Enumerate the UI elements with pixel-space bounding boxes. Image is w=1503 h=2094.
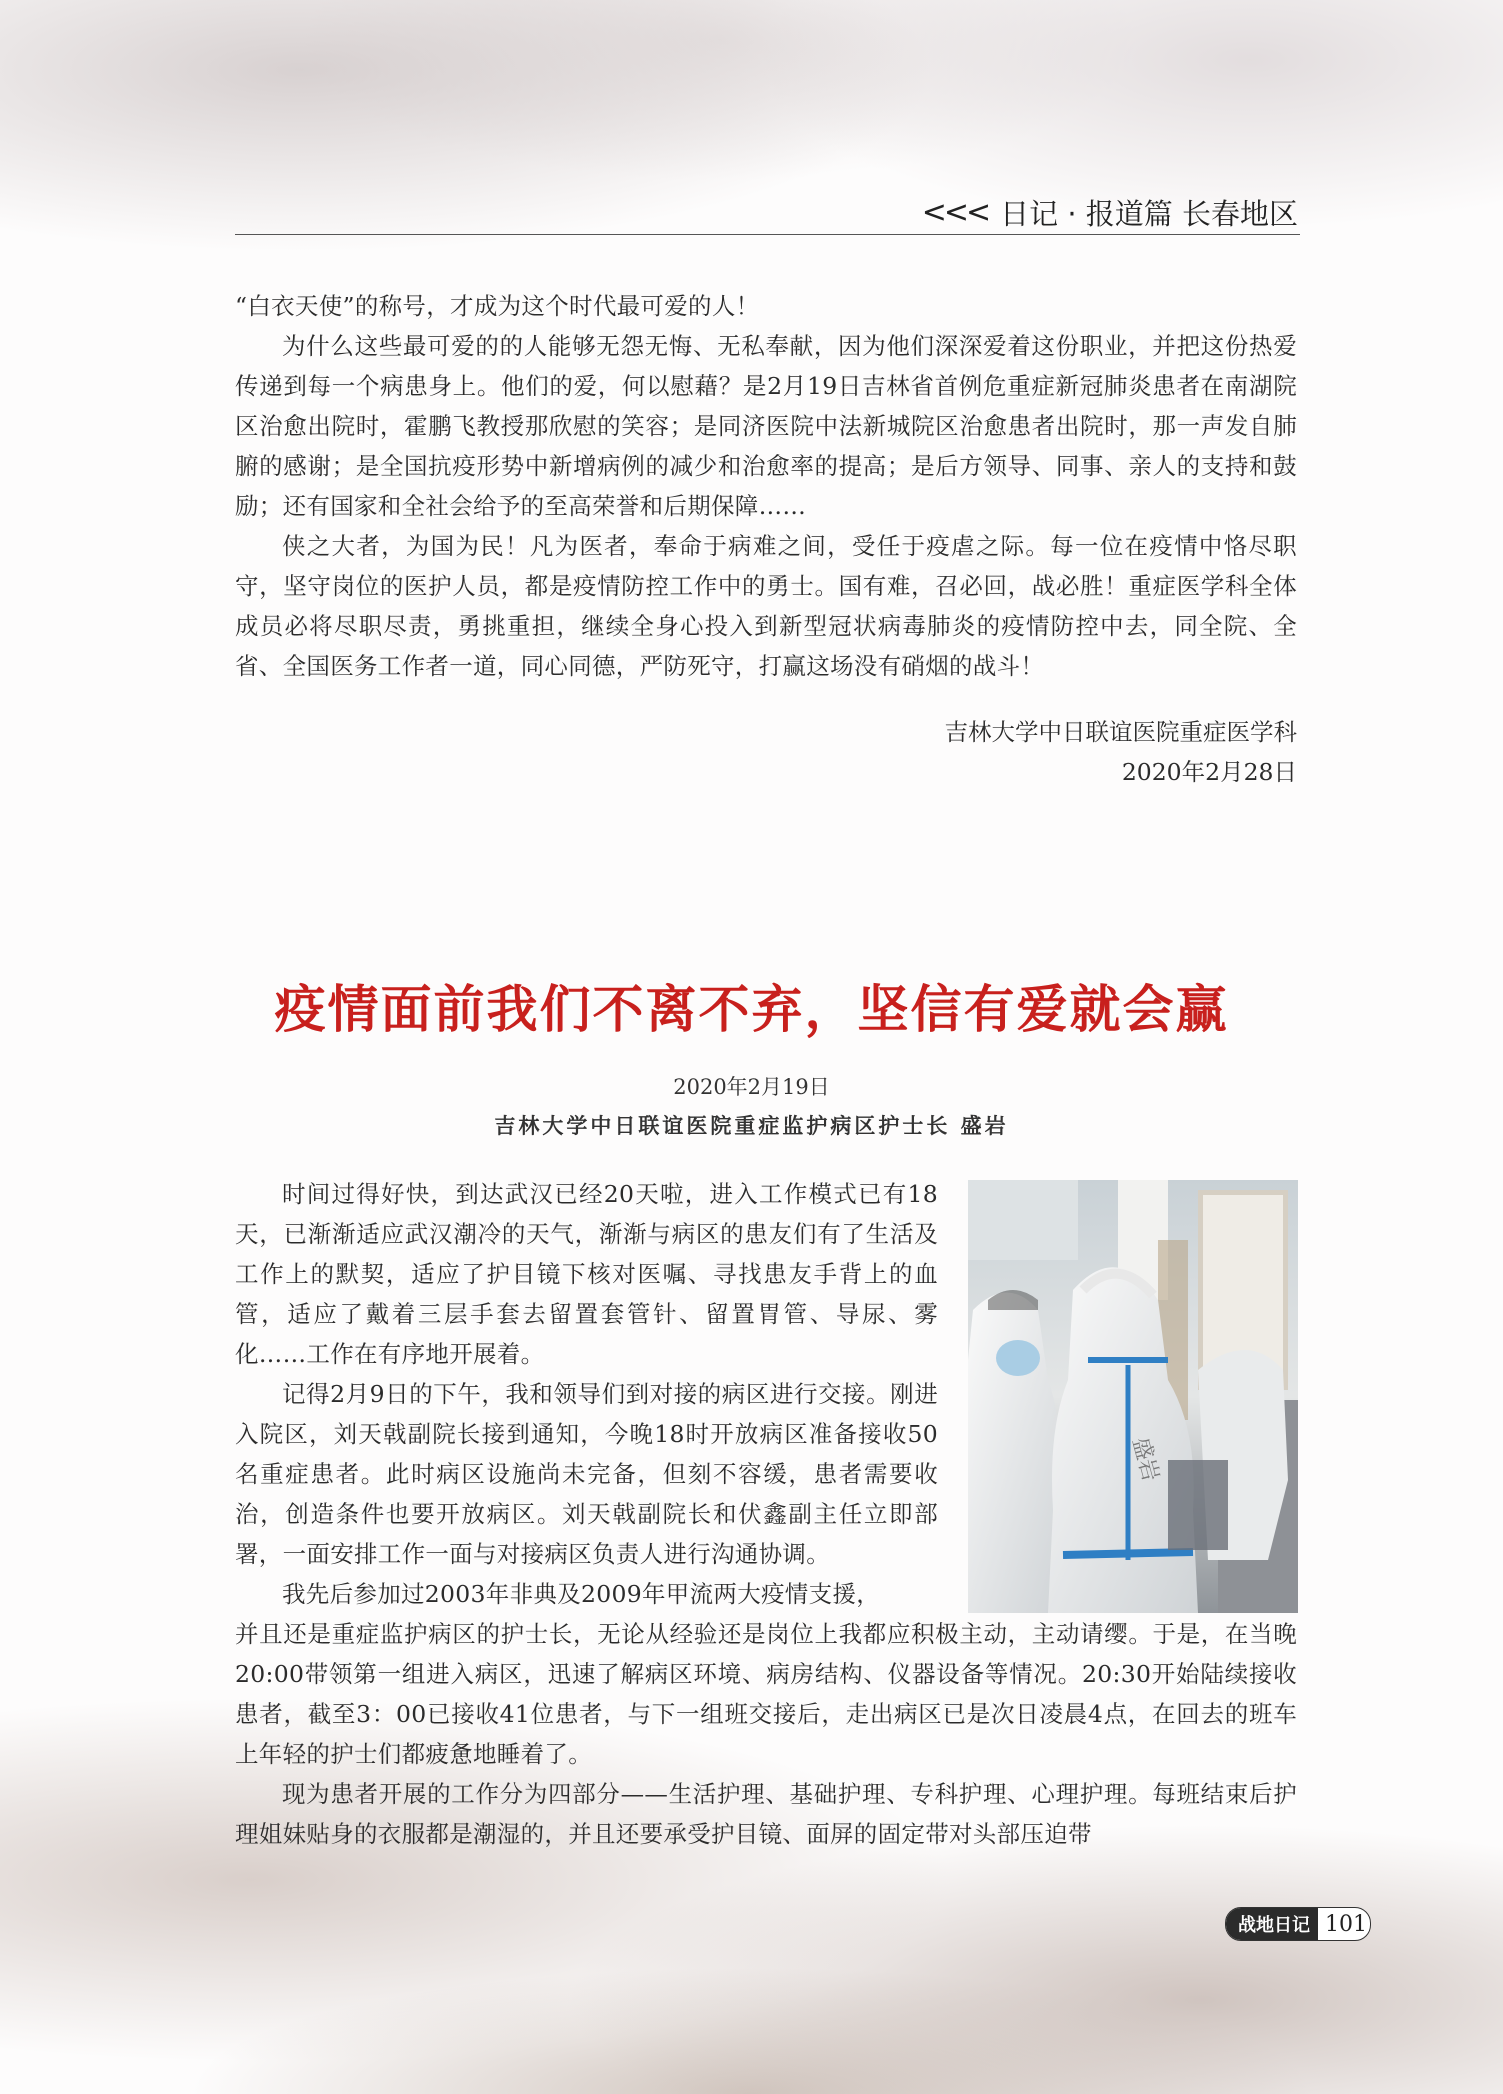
chevron-left-icon: <: [921, 194, 947, 230]
article-title: 疫情面前我们不离不弃，坚信有爱就会赢: [274, 980, 1229, 1040]
page-header: [235, 190, 1300, 235]
section-title: 日记 · 报道篇 长春地区: [1000, 197, 1298, 231]
medical-staff-photo: [968, 1180, 1298, 1613]
signature-date: 2020年2月28日: [1121, 758, 1297, 786]
article-author: 吉林大学中日联谊医院重症监护病区护士长 盛岩: [494, 1113, 1009, 1138]
article-body-left: [235, 1174, 938, 1614]
signature-org: 吉林大学中日联谊医院重症医学科: [944, 718, 1297, 746]
page-number: 101: [1325, 1911, 1367, 1937]
previous-article-ending: [235, 286, 1297, 686]
suit-name-writing: 盛岩: [1127, 1435, 1163, 1485]
paragraph: 为什么这些最可爱的的人能够无怨无悔、无私奉献，因为他们深深爱着这份职业，并把这份热爱传递到每一个病患身上。他们的爱，何以慰藉？是2月19日吉林省首例危重症新冠肺炎患者在南湖院区治愈出院时，霍鹏飞教授那欣慰的笑容；是同济医院中法新城院区治愈患者出院时，那一声发自肺腑的感谢；是全国抗疫形势中新增病例的减少和治愈率的提高；是后方领导、同事、亲人的支持和鼓励；还有国家和全社会给予的至高荣誉和后期保障……: [235, 332, 1297, 520]
paragraph: 侠之大者，为国为民！凡为医者，奉命于病难之间，受任于疫虐之际。每一位在疫情中恪尽职守，坚守岗位的医护人员，都是疫情防控工作中的勇士。国有难，召必回，战必胜！重症医学科全体成员必将尽职尽责，勇挑重担，继续全身心投入到新型冠状病毒肺炎的疫情防控中去，同全院、全省、全国医务工作者一道，同心同德，严防死守，打赢这场没有硝烟的战斗！: [235, 532, 1297, 680]
paragraph: “白衣天使”的称号，才成为这个时代最可爱的人！: [235, 292, 760, 320]
paragraph: 我先后参加过2003年非典及2009年甲流两大疫情支援，: [282, 1580, 881, 1608]
paragraph: 并且还是重症监护病区的护士长，无论从经验还是岗位上我都应积极主动，主动请缨。于是，在当晚20:00带领第一组进入病区，迅速了解病区环境、病房结构、仪器设备等情况。20:30开始陆续接收患者，截至3：00已接收41位患者，与下一组班交接后，走出病区已是次日凌晨4点，在回去的班车上年轻的护士们都疲惫地睡着了。: [235, 1620, 1297, 1768]
article-body-full: [235, 1614, 1297, 1854]
chevron-left-icons: [921, 194, 992, 230]
paragraph: 记得2月9日的下午，我和领导们到对接的病区进行交接。刚进入院区，刘天戟副院长接到通知，今晚18时开放病区准备接收50名重症患者。此时病区设施尚未完备，但刻不容缓，患者需要收治，创造条件也要开放病区。刘天戟副院长和伏鑫副主任立即部署，一面安排工作一面与对接病区负责人进行沟通协调。: [235, 1380, 938, 1568]
article-photo: [968, 1180, 1298, 1613]
chevron-left-icon: <: [965, 194, 992, 230]
page-footer: [1225, 1907, 1371, 1941]
paragraph: 现为患者开展的工作分为四部分——生活护理、基础护理、专科护理、心理护理。每班结束后护理姐妹贴身的衣服都是潮湿的，并且还要承受护目镜、面屏的固定带对头部压迫带: [235, 1780, 1297, 1848]
paragraph: 时间过得好快，到达武汉已经20天啦，进入工作模式已有18天，已渐渐适应武汉潮冷的天气，渐渐与病区的患友们有了生活及工作上的默契，适应了护目镜下核对医嘱、寻找患友手背上的血管，适应了戴着三层手套去留置套管针、留置胃管、导尿、雾化……工作在有序地开展着。: [235, 1180, 938, 1368]
section-heading: [922, 192, 1298, 233]
chevron-left-icon: <: [943, 194, 969, 230]
article-date: 2020年2月19日: [673, 1075, 830, 1099]
magazine-label: 战地日记: [1226, 1908, 1318, 1940]
